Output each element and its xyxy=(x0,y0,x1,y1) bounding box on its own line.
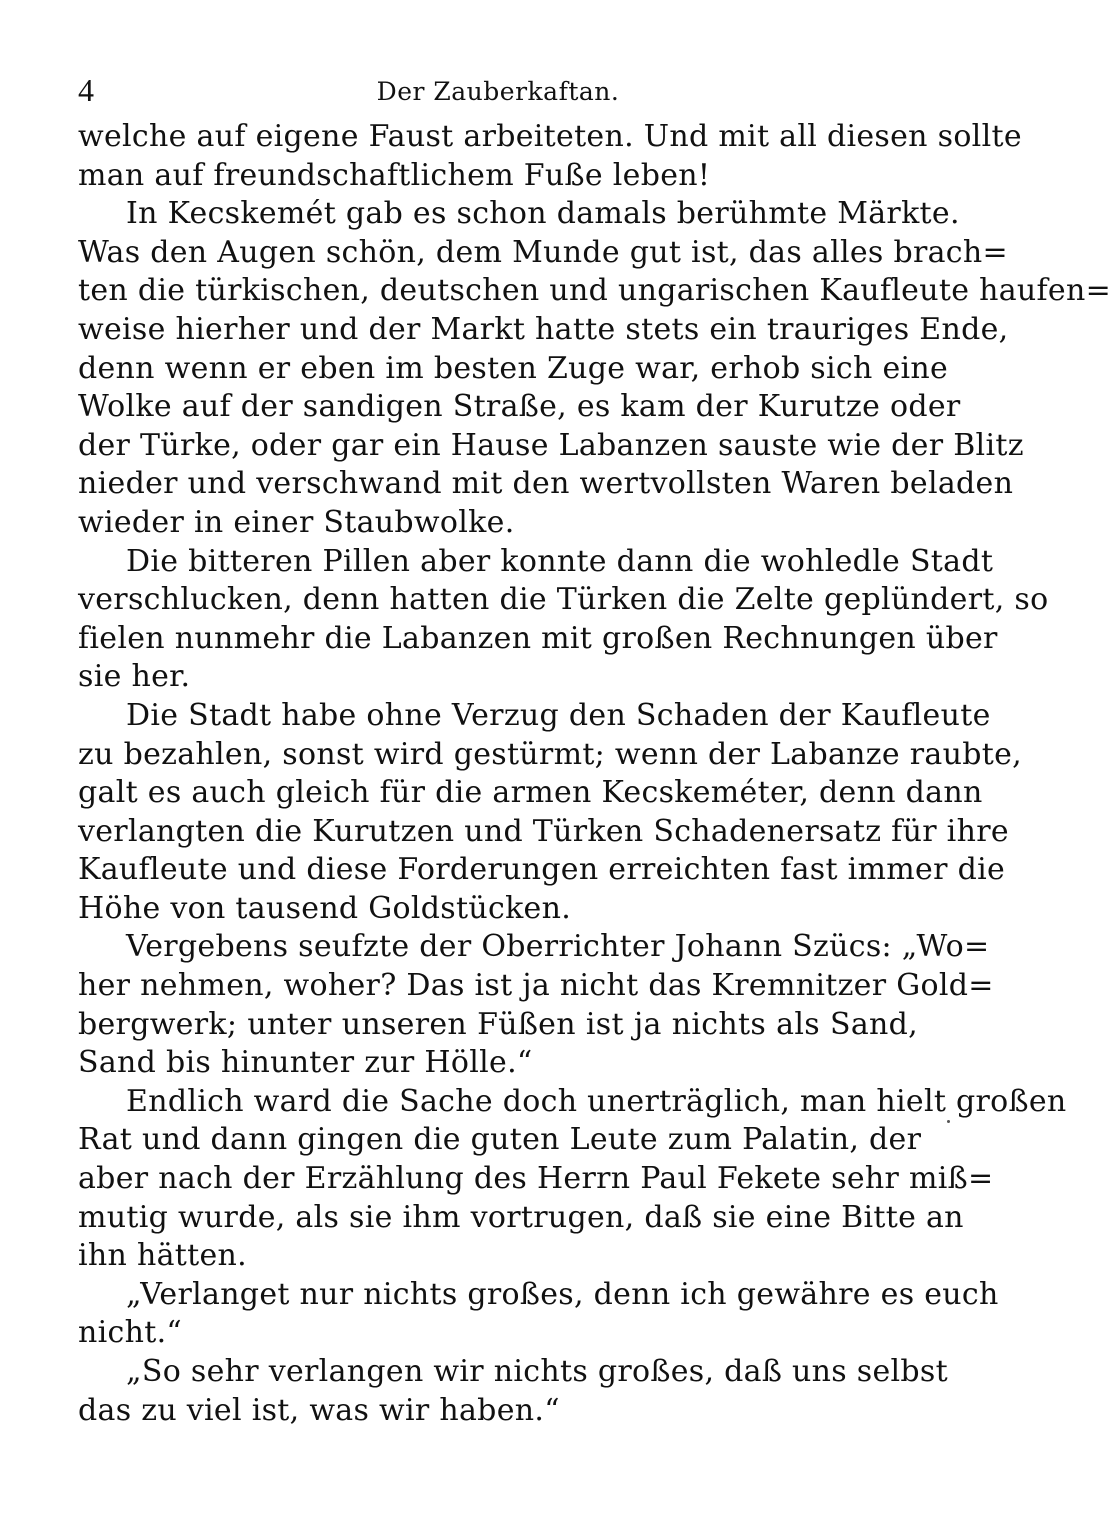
text-line: man auf freundschaftlichem Fuße leben! xyxy=(78,157,711,193)
text-line: mutig wurde, als sie ihm vortrugen, daß sie eine Bitte an xyxy=(78,1199,964,1235)
scan-speck xyxy=(947,1120,950,1123)
text-line: Vergebens seufzte der Oberrichter Johann Szücs: „Wo= xyxy=(126,929,990,965)
text-line: Rat und dann gingen die guten Leute zum Palatin, der xyxy=(78,1122,922,1158)
text-line: Höhe von tausend Goldstücken. xyxy=(78,890,572,926)
text-line: Was den Augen schön, dem Munde gut ist, das alles brach= xyxy=(78,234,1008,270)
text-line: nicht.“ xyxy=(78,1315,183,1351)
text-line: fielen nunmehr die Labanzen mit großen Rechnungen über xyxy=(78,620,998,656)
text-line: der Türke, oder gar ein Hause Labanzen sauste wie der Blitz xyxy=(78,427,1024,463)
text-line: welche auf eigene Faust arbeiteten. Und mit all diesen sollte xyxy=(78,119,1022,154)
text-line: verlangten die Kurutzen und Türken Schadenersatz für ihre xyxy=(78,813,1009,849)
running-title: Der Zauberkaftan. xyxy=(376,77,620,106)
text-line: das zu viel ist, was wir haben.“ xyxy=(78,1392,560,1428)
page-header xyxy=(78,68,918,112)
text-line: Sand bis hinunter zur Hölle.“ xyxy=(78,1045,533,1081)
text-line: galt es auch gleich für die armen Kecskeméter, denn dann xyxy=(78,775,983,811)
text-line: her nehmen, woher? Das ist ja nicht das Kremnitzer Gold= xyxy=(78,968,994,1004)
text-line: „So sehr verlangen wir nichts großes, daß uns selbst xyxy=(126,1354,948,1389)
text-line: nieder und verschwand mit den wertvollsten Waren beladen xyxy=(78,466,1014,502)
text-line: aber nach der Erzählung des Herrn Paul Fekete sehr miß= xyxy=(78,1161,994,1197)
text-line: weise hierher und der Markt hatte stets ein trauriges Ende, xyxy=(78,311,1009,347)
text-line: Endlich ward die Sache doch unerträglich, man hielt großen xyxy=(126,1083,1067,1119)
body-text xyxy=(78,118,1111,1430)
text-line: verschlucken, denn hatten die Türken die Zelte geplündert, so xyxy=(78,582,1049,618)
text-line: zu bezahlen, sonst wird gestürmt; wenn der Labanze raubte, xyxy=(78,736,1022,772)
text-line: denn wenn er eben im besten Zuge war, erhob sich eine xyxy=(78,350,949,386)
text-line: Kaufleute und diese Forderungen erreichten fast immer die xyxy=(78,852,1006,888)
text-line: In Kecskemét gab es schon damals berühmte Märkte. xyxy=(126,196,960,232)
text-line: bergwerk; unter unseren Füßen ist ja nichts als Sand, xyxy=(78,1006,918,1042)
text-line: wieder in einer Staubwolke. xyxy=(78,504,515,540)
text-line: ten die türkischen, deutschen und ungarischen Kaufleute haufen= xyxy=(78,273,1111,309)
text-line: sie her. xyxy=(78,659,191,695)
page-number: 4 xyxy=(78,72,94,108)
text-line: Wolke auf der sandigen Straße, es kam der Kurutze oder xyxy=(78,389,961,425)
text-line: ihn hätten. xyxy=(78,1238,248,1274)
text-line: „Verlanget nur nichts großes, denn ich gewähre es euch xyxy=(126,1276,999,1312)
text-line: Die bitteren Pillen aber konnte dann die wohledle Stadt xyxy=(126,543,994,579)
text-line: Die Stadt habe ohne Verzug den Schaden der Kaufleute xyxy=(126,697,991,733)
